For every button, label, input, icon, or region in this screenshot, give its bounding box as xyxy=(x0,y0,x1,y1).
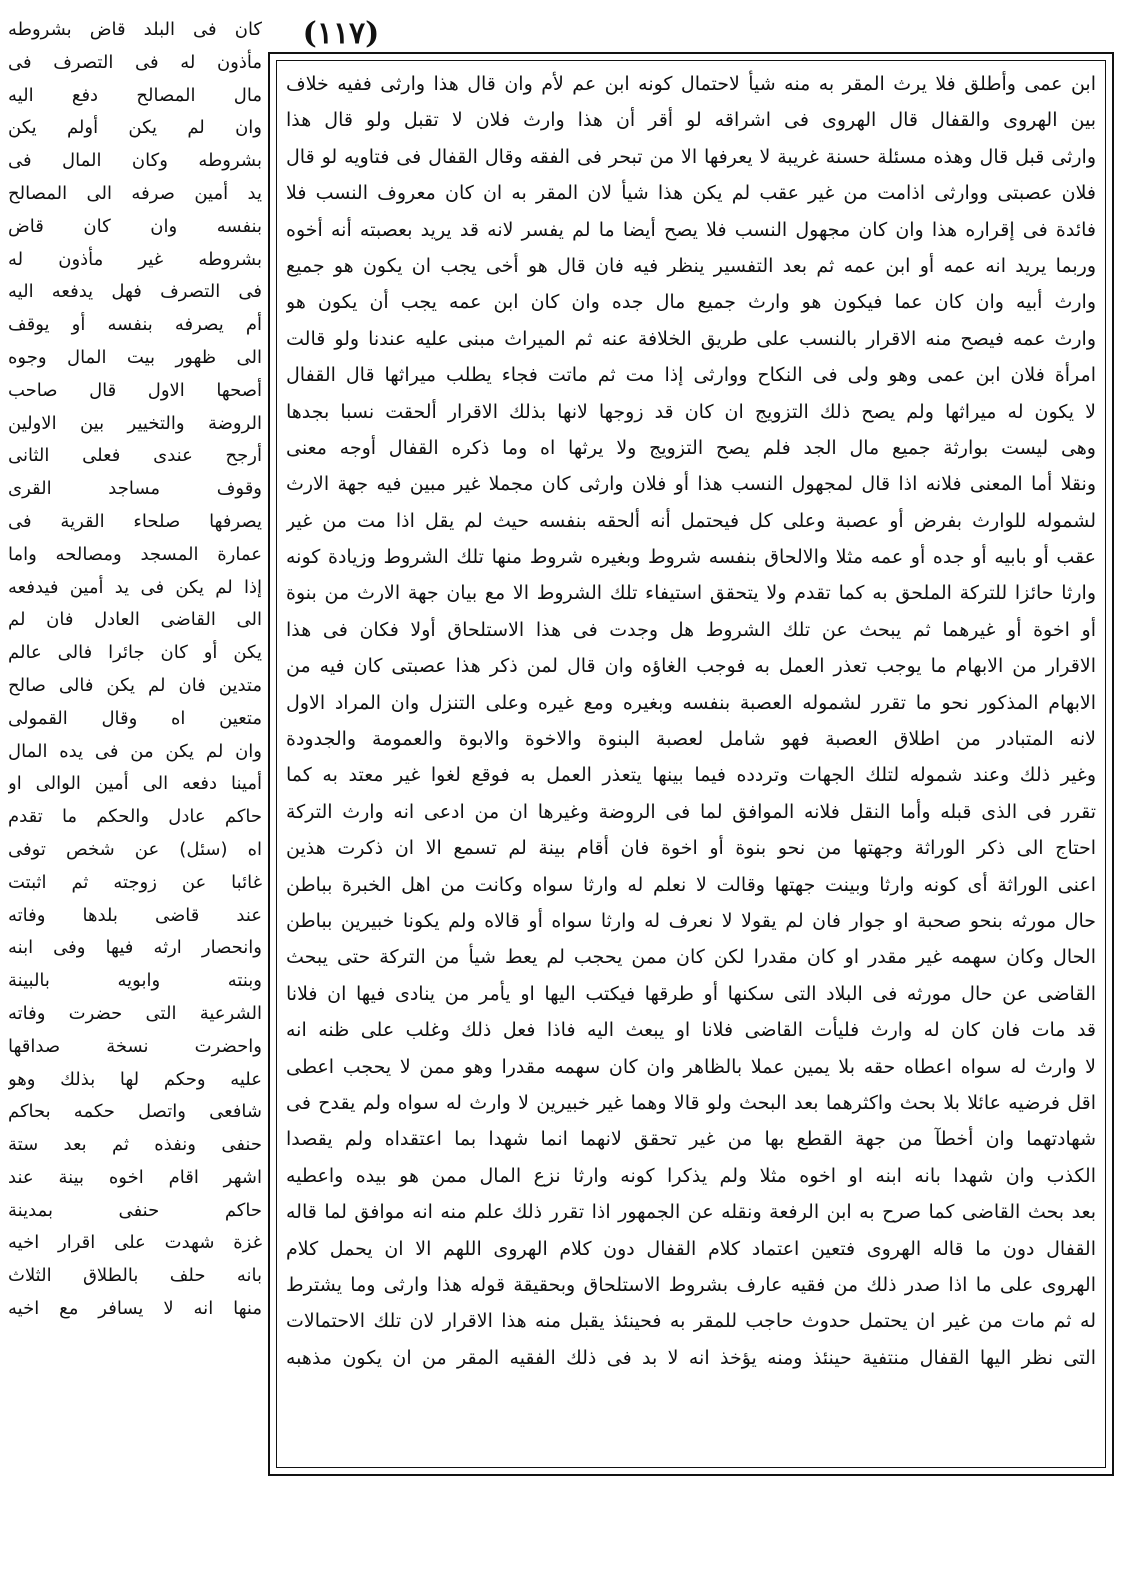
margin-text-line: وان لم يكن من فى يده المال xyxy=(8,740,262,762)
margin-text-line: أمينا دفعه الى أمين الوالى او xyxy=(8,773,262,795)
main-text-line: ونقلا أما المعنى فلانه اذا قال لمجهول النسب هذا أو فلان وارثى كان مجملا غير مبين فيه جهة الارث xyxy=(286,473,1096,496)
margin-text-line: بشروطه وكان المال فى xyxy=(8,150,262,172)
margin-text-line: متعين اه وقال القمولى xyxy=(8,707,262,729)
margin-text-line: وان لم يكن أولم يكن xyxy=(8,117,262,139)
margin-text-line: عند قاضى بلدها وفاته xyxy=(8,904,262,926)
main-text-line: حال مورثه بنحو صحبة او جوار فان لم يقولا لا نعرف له وارثا سواه أو قالاه ولم يكونا خبيرين بباطن xyxy=(286,909,1096,932)
margin-text-line: بانه حلف بالطلاق الثلاث xyxy=(8,1265,262,1287)
page-number: (١١٧) xyxy=(302,16,380,51)
main-text-line: فلان عصبتى ووارثى اذامت من غير عقب لم يكن هذا شيأ لان المقر به ان كان معروف النسب فلا xyxy=(286,182,1096,205)
margin-text-line: حاكم عادل والحكم ما تقدم xyxy=(8,806,262,828)
margin-text-line: غزة شهدت على اقرار اخيه xyxy=(8,1232,262,1254)
margin-text-line: الى القاضى العادل فان لم xyxy=(8,609,262,631)
main-text-line: بعد بحث القاضى كما صرح به ابن الرفعة ونقله عن الجمهور اذا تقرر ذلك علم منه انه موافق لما قاله xyxy=(286,1201,1096,1224)
margin-text-line: اه (سئل) عن شخص توفى xyxy=(8,838,262,860)
margin-text-line: يكن أو كان جائرا فالى عالم xyxy=(8,642,262,664)
main-text-line: الهروى على ما اذا صدر ذلك من فقيه عارف بشروط الاستلحاق وبحقيقة قوله هذا وارثى وما يشترط xyxy=(286,1273,1096,1296)
main-text-line: وارثى قبل قال وهذه مسئلة حسنة غريبة لا يعرفها الا من تبحر فى الفقه وقال القفال فى فتاويه لو قال xyxy=(286,145,1096,168)
main-text-line: القاضى عن حال مورثه فى البلاد التى سكنها أو طرقها فيكتب اليها او يأمر من ينادى فيها ان فلانا xyxy=(286,982,1096,1005)
margin-text-line: يصرفها صلحاء القرية فى xyxy=(8,510,262,532)
main-text-line: اقل فرضيه عائلا بلا بحث واكثرهما بعد البحث ولو قالا وهما غير خبيرين لا وارث له سواه ولم يقدح فى xyxy=(286,1091,1096,1114)
main-text-line: الحال وكان سهمه غير مقدر او كان مقدرا لكن كان ممن يحجب لم يعط شيأ من التركة حتى يبحث xyxy=(286,946,1096,969)
main-text-line: لا وارث له سواه اعطاه حقه بلا يمين عملا بالظاهر وان كان سهمه مقدرا وهو ممن لا يحجب اعطى xyxy=(286,1055,1096,1078)
margin-text-line: عليه وحكم لها بذلك وهو xyxy=(8,1068,262,1090)
main-text-line: لانه المتبادر من اطلاق العصبة فهو شامل لعصبة البنوة والاخوة والابوة والعمومة والجدودة xyxy=(286,728,1096,751)
main-text-line: وارثا حائزا للتركة الملحق به كما تقدم ولا يتحقق استيفاء تلك الشروط الا مع بيان جهة الارث من بنوة xyxy=(286,582,1096,605)
margin-text-line: وانحصار ارثه فيها وفى ابنه xyxy=(8,937,262,959)
main-text-line: اعنى الوراثة أى كونه وارثا وبينت جهتها وقالت لا نعلم له وارثا سواه وكانت من اهل الخبرة بباطن xyxy=(286,873,1096,896)
main-text-line: القفال دون ما قاله الهروى فتعين اعتماد كلام القفال دون كلام الهروى اللهم الا ان يحمل كلام xyxy=(286,1237,1096,1260)
main-text-line: شهادتهما وان أخطآ من جهة القطع بها من غير تحقق لانهما انما شهدا بما اعتقداه ولم يقصدا xyxy=(286,1128,1096,1151)
main-text-line: وارث أبيه وان كان عما فيكون هو وارث جميع مال جده وان كان ابن عمه يجب أن يكون هو xyxy=(286,291,1096,314)
main-text-line: عقب أو بابيه أو جده أو عمه مثلا والالحاق بنفسه شروط وبغيره شروط منها تلك الشروط وزيادة كونه xyxy=(286,546,1096,569)
main-text-line: ابن عمى وأطلق فلا يرث المقر به منه شيأ لاحتمال كونه ابن عم لأم وان قال هذا وارثى ففيه خلاف xyxy=(286,73,1096,95)
main-text-line: وارث عمه فيصح منه الاقرار بالنسب على طريق الخلافة عنه ثم الميراث مبنى عليه عندنا ولو قالت xyxy=(286,327,1096,350)
main-text-line: الابهام المذكور نحو ما تقرر لشموله العصبة بنفسه وبغيره ومع غيره وعلى التنزل وان المراد الاول xyxy=(286,691,1096,714)
main-text-line: أو اخوة أو غيرهما ثم يبحث عن تلك الشروط هل وجدت فى هذا الاستلحاق أولا فكان فى هذا xyxy=(286,618,1096,641)
margin-text-line: متدين فان لم يكن فالى صالح xyxy=(8,674,262,696)
margin-text-line: إذا لم يكن فى يد أمين فيدفعه xyxy=(8,576,262,598)
margin-text-line: بنفسه وان كان قاض xyxy=(8,215,262,237)
main-text-line: امرأة فلان ابن عمى وهو ولى فى النكاح ووارثى إذا مت ثم ماتت فجاء يطلب ميراثها قال القفال xyxy=(286,364,1096,387)
main-text-line: وربما يريد انه عمه أو ابن عمه ثم بعد التفسير ينظر فيه فان قال هو أخى يجب ان يكون هو جميع xyxy=(286,254,1096,277)
margin-text-line: عمارة المسجد ومصالحه واما xyxy=(8,543,262,565)
main-text-line: وهى ليست بوارثة جميع مال الجد فلم يصح التزويج ولا يرثها اه وما ذكره القفال أوجه معنى xyxy=(286,436,1096,459)
margin-text-line: الى ظهور بيت المال وجوه xyxy=(8,346,262,368)
main-text-line: له ثم مات من غير ان يحتمل حدوث حاجب للمقر به فحينئذ يقبل منه هذا الاقرار لان تلك الاحتمالات xyxy=(286,1310,1096,1333)
margin-text-line: منها انه لا يسافر مع اخيه xyxy=(8,1298,262,1320)
main-text-line: لشموله للوارث بفرض أو عصبة وعلى كل فيحتمل أنه ألحقه بنفسه حيث لم يقل اذا مت من غير xyxy=(286,509,1096,532)
margin-text-line: وقوف مساجد القرى xyxy=(8,478,262,500)
margin-text-line: مال المصالح دفع اليه xyxy=(8,84,262,106)
main-text-line: بين الهروى والقفال قال الهروى فى اشراقه لو أقر أن هذا وارث فلان لا تقبل ولو قال هذا xyxy=(286,109,1096,132)
margin-text-line: اشهر اقام اخوه بينة عند xyxy=(8,1166,262,1188)
margin-text-line: أم يصرفه بنفسه أو يوقف xyxy=(8,314,262,336)
main-text-line: احتاج الى ذكر الوراثة وجهتها من نحو بنوة أو اخوة فان أقام بينة لم تسمع الا ان ذكرت هذين xyxy=(286,837,1096,860)
margin-text-line: كان فى البلد قاض بشروطه xyxy=(8,19,262,40)
main-text-line: فائدة فى إقراره هذا وان كان مجهول النسب فلا يصح أيضا ما لم يفسر لانه قد يريد بعصبته أنه أخوه xyxy=(286,218,1096,241)
main-text-line: لا يكون له ميراثها ولم يصح ذلك التزويج ان كان قد زوجها لانها بذلك الاقرار ألحقت نسبا بجدها xyxy=(286,400,1096,423)
margin-text-line: مأذون له فى التصرف فى xyxy=(8,51,262,73)
main-text-line: وغير ذلك وعند شموله لتلك الجهات وتردده فيما بينها يتعذر العمل به فوقع لغوا غير معتد به كما xyxy=(286,764,1096,787)
margin-text-line: شافعى واتصل حكمه بحاكم xyxy=(8,1101,262,1123)
main-text-line: تقرر فى الذى قبله وأما النقل فلانه الموافق لما فى الروضة وغيرها ان من ادعى انه وارث التركة xyxy=(286,800,1096,823)
margin-text-line: الروضة والتخيير بين الاولين xyxy=(8,412,262,434)
margin-text-line: واحضرت نسخة صداقها xyxy=(8,1035,262,1057)
margin-text-line: أصحها الاول قال صاحب xyxy=(8,379,262,401)
main-text-body xyxy=(286,66,1096,1462)
main-text-line: الاقرار من الابهام ما يوجب تعذر العمل به فوجب الغاؤه وان قال لمن ذكر هذا عصبتى كان فيه من xyxy=(286,655,1096,678)
main-text-line: الكذب وان شهدا بانه ابنه او اخوه مثلا ولم يذكرا كونه وارثا نزع المال ممن هو بيده واعطيه xyxy=(286,1164,1096,1187)
margin-text-line: فى التصرف فهل يدفعه اليه xyxy=(8,281,262,303)
margin-text-line: غائبا عن زوجته ثم اثبتت xyxy=(8,871,262,893)
margin-text-line: أرجح عندى فعلى الثانى xyxy=(8,445,262,467)
margin-text-line: حاكم حنفى بمدينة xyxy=(8,1199,262,1221)
main-text-line: قد مات فان كان له وارث فليأت القاضى فلانا او يبعث اليه فاذا فعل ذلك وغلب على ظنه انه xyxy=(286,1019,1096,1042)
margin-text-line: الشرعية التى حضرت وفاته xyxy=(8,1002,262,1024)
main-text-line: التى نظر اليها القفال منتفية حينئذ ومنه يؤخذ انه لا بد فى ذلك الفقيه المقر من ان يكون مذهبه xyxy=(286,1346,1096,1369)
margin-text-line: حنفى ونفذه ثم بعد ستة xyxy=(8,1134,262,1156)
margin-text-column xyxy=(8,14,262,1574)
margin-text-line: يد أمين صرفه الى المصالح xyxy=(8,182,262,204)
margin-text-line: بشروطه غير مأذون له xyxy=(8,248,262,270)
margin-text-line: وبنته وابويه بالبينة xyxy=(8,970,262,992)
